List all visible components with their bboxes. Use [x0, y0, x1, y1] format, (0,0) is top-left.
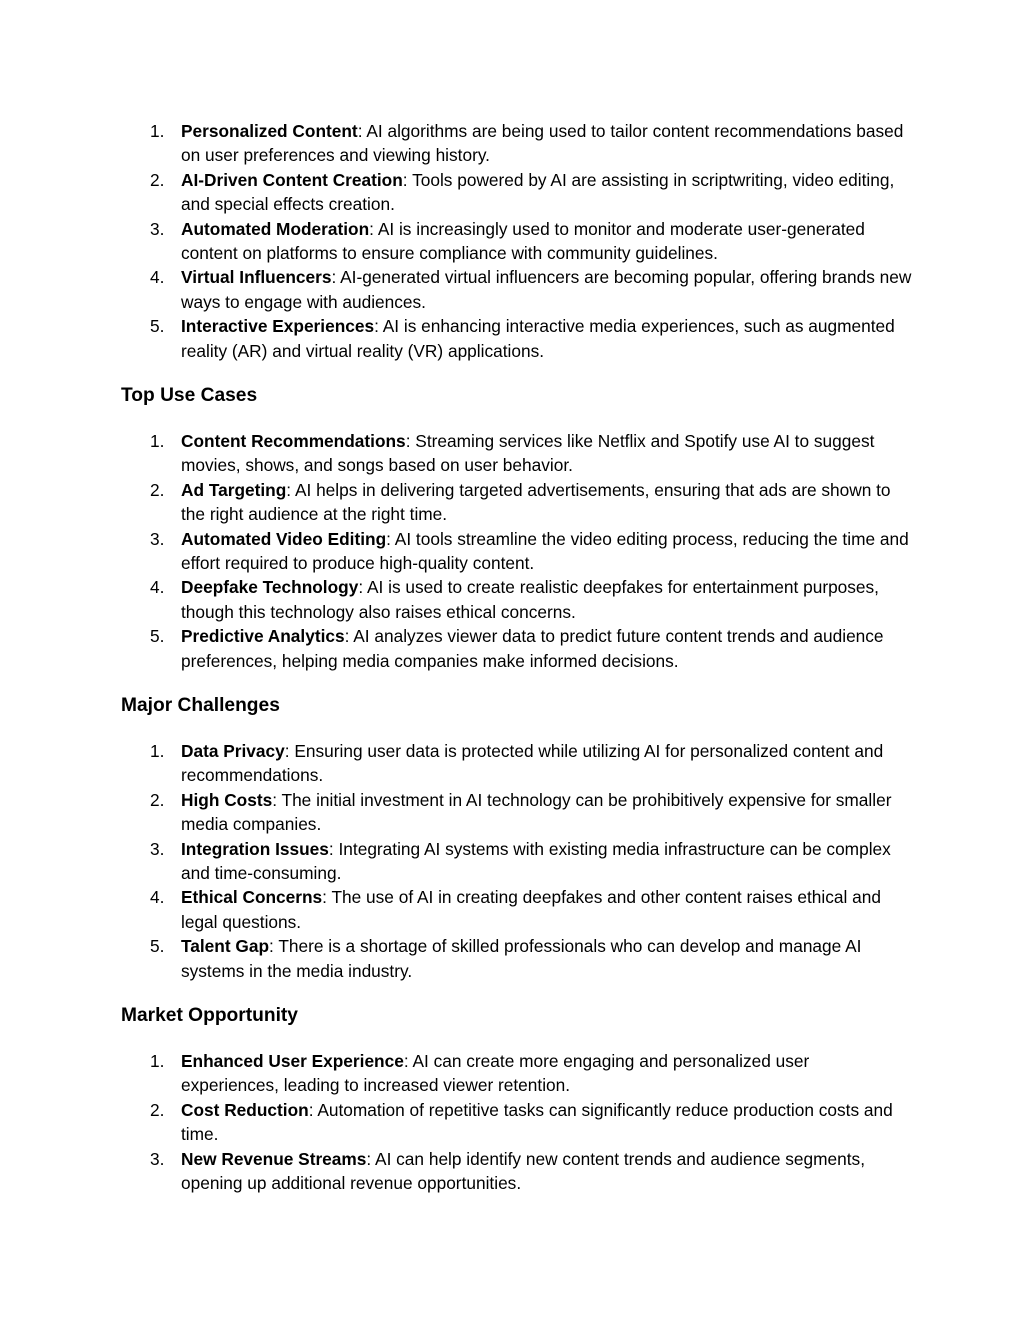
list-number: 1.	[150, 1051, 165, 1071]
list-text: : AI can help identify new content trends and audience segments, opening up additional revenue opportunities.	[181, 1148, 865, 1194]
list-item	[0, 575, 1024, 624]
list-term: Data Privacy	[181, 741, 285, 761]
list-term: Ethical Concerns	[181, 887, 323, 908]
list-term: Cost Reduction	[181, 1099, 309, 1120]
list-item	[0, 119, 1024, 168]
list-text: : AI is used to create realistic deepfakes for entertainment purposes, though this technology also raises ethical concerns.	[181, 577, 879, 622]
list-number: 5.	[150, 316, 165, 337]
list-item	[0, 934, 1024, 983]
list-term: Interactive Experiences	[181, 316, 375, 337]
list-text: : AI analyzes viewer data to predict future content trends and audience preferences, helping media companies make informed decisions.	[181, 626, 884, 671]
list-item	[0, 527, 1024, 576]
list-number: 3.	[150, 218, 165, 239]
list-number: 1.	[150, 741, 165, 761]
section-heading-market-opportunity: Market Opportunity	[121, 1005, 298, 1026]
list-text: : Integrating AI systems with existing media infrastructure can be complex and time-consuming.	[181, 838, 891, 884]
list-number: 1.	[150, 431, 165, 451]
list-term: Virtual Influencers	[181, 267, 332, 288]
list-number: 4.	[150, 577, 165, 598]
list-number: 5.	[150, 626, 165, 647]
list-item	[0, 217, 1024, 266]
list-term: Ad Targeting	[181, 479, 287, 500]
list-item	[0, 265, 1024, 314]
section-heading-major-challenges: Major Challenges	[121, 695, 280, 716]
list-number: 2.	[150, 479, 165, 500]
list-text: : Tools powered by AI are assisting in scriptwriting, video editing, and special effects creation.	[181, 169, 895, 215]
list-text: : Automation of repetitive tasks can significantly reduce production costs and time.	[181, 1099, 893, 1145]
list-term: New Revenue Streams	[181, 1148, 367, 1169]
list-number: 2.	[150, 1099, 165, 1120]
market-opportunity-list	[0, 1049, 1024, 1195]
list-number: 3.	[150, 1148, 165, 1169]
list-number: 2.	[150, 169, 165, 190]
list-term: Personalized Content	[181, 121, 358, 141]
list-term: Talent Gap	[181, 936, 270, 957]
list-number: 4.	[150, 267, 165, 288]
list-number: 5.	[150, 936, 165, 957]
list-text: : The initial investment in AI technology can be prohibitively expensive for smaller media companies.	[181, 789, 892, 835]
list-item	[0, 314, 1024, 363]
section-heading-top-use-cases: Top Use Cases	[121, 385, 258, 406]
list-term: Automated Video Editing	[181, 528, 387, 549]
list-item	[0, 429, 1024, 478]
list-item	[0, 1098, 1024, 1147]
intro-list	[0, 119, 1024, 363]
list-term: AI-Driven Content Creation	[181, 169, 403, 190]
list-text: : AI tools streamline the video editing process, reducing the time and effort required to produce high-quality content.	[181, 528, 909, 574]
list-item	[0, 478, 1024, 527]
list-text: : The use of AI in creating deepfakes and other content raises ethical and legal questions.	[181, 887, 881, 932]
list-text: : There is a shortage of skilled professionals who can develop and manage AI systems in the media industry.	[181, 936, 862, 981]
list-text: : AI can create more engaging and personalized user experiences, leading to increased viewer retention.	[181, 1051, 810, 1096]
list-term: High Costs	[181, 789, 273, 810]
list-text: : AI is enhancing interactive media experiences, such as augmented reality (AR) and virtual reality (VR) applications.	[181, 316, 895, 361]
list-text: : Streaming services like Netflix and Spotify use AI to suggest movies, shows, and songs based on user behavior.	[181, 431, 875, 476]
list-number: 1.	[150, 121, 165, 141]
list-term: Deepfake Technology	[181, 577, 359, 598]
list-item	[0, 168, 1024, 217]
top-use-cases-list	[0, 429, 1024, 673]
list-number: 3.	[150, 838, 165, 859]
list-item	[0, 1147, 1024, 1196]
list-text: : Ensuring user data is protected while utilizing AI for personalized content and recommendations.	[181, 741, 884, 786]
list-item	[0, 624, 1024, 673]
list-text: : AI is increasingly used to monitor and moderate user-generated content on platforms to ensure compliance with community guidelines.	[181, 218, 865, 264]
list-term: Content Recommendations	[181, 431, 406, 451]
list-item	[0, 837, 1024, 886]
list-term: Predictive Analytics	[181, 626, 345, 647]
list-term: Integration Issues	[181, 838, 329, 859]
list-item	[0, 885, 1024, 934]
list-text: : AI algorithms are being used to tailor content recommendations based on user preferences and viewing history.	[181, 121, 904, 166]
major-challenges-list	[0, 739, 1024, 983]
list-number: 3.	[150, 528, 165, 549]
list-item	[0, 788, 1024, 837]
list-item	[0, 739, 1024, 788]
list-item	[0, 1049, 1024, 1098]
list-text: : AI helps in delivering targeted advertisements, ensuring that ads are shown to the right audience at the right time.	[181, 479, 891, 525]
list-text: : AI-generated virtual influencers are becoming popular, offering brands new ways to engage with audiences.	[181, 267, 912, 312]
list-number: 2.	[150, 789, 165, 810]
list-term: Enhanced User Experience	[181, 1051, 404, 1071]
list-number: 4.	[150, 887, 165, 908]
list-term: Automated Moderation	[181, 218, 370, 239]
